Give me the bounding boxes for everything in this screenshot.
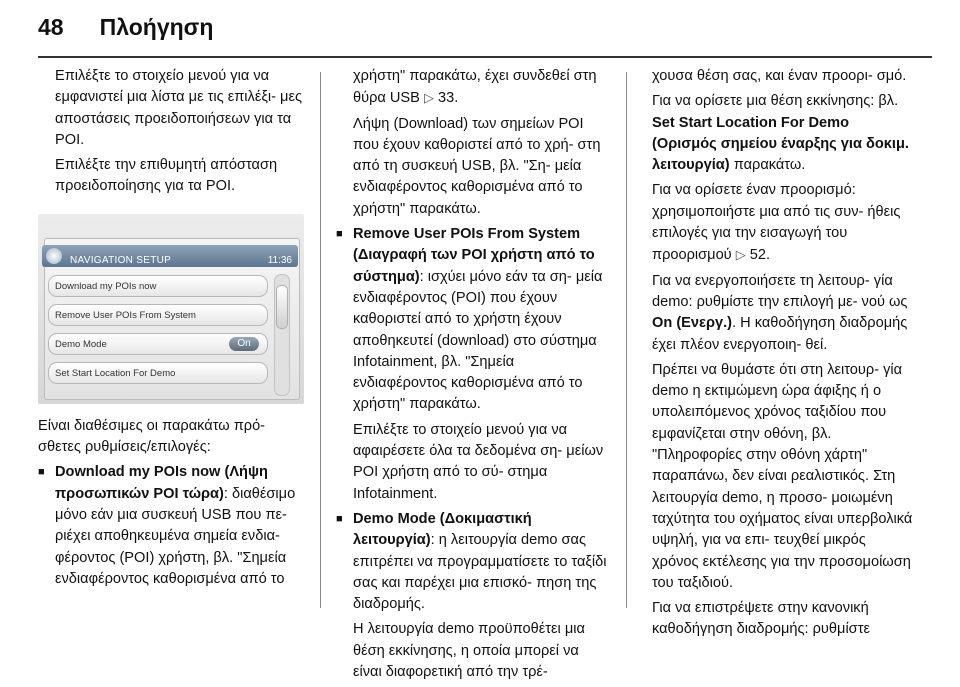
paragraph: Επιλέξτε το στοιχείο μενού για να εμφανιστεί μια λίστα με τις επιλέξι- μες αποστάσεις προειδοποιήσεων για τα POI. — [55, 68, 302, 148]
page-header — [38, 14, 213, 54]
bullet-title: Download my POIs now (Λήψη προσωπικών POI τώρα) — [55, 464, 268, 502]
paragraph-text: . Η καθοδήγηση διαδρομής έχει πλέον ενεργοποιη- θεί. — [652, 315, 908, 353]
menu-reference: Set Start Location For Demo (Ορισμός σημείου έναρξης για δοκιμ. λειτουργία) — [652, 114, 909, 174]
paragraph — [652, 91, 914, 176]
navigation-setup-screenshot — [38, 214, 304, 404]
paragraph — [336, 66, 608, 110]
demo-mode-toggle[interactable]: On — [229, 337, 259, 351]
paragraph: Για να επιστρέψετε στην κανονική καθοδήγηση διαδρομής: ρυθμίστε — [652, 600, 870, 638]
header-rule — [38, 56, 932, 58]
paragraph: Επιλέξτε το στοιχείο μενού για να αφαιρέσετε όλα τα δεδομένα ση- μείων POI χρήστη από το σύ- στημα Infotainment. — [353, 421, 604, 502]
page-ref: 33. — [438, 90, 459, 107]
paragraph-text: Για να ορίσετε έναν προορισμό: χρησιμοποιήστε μια από τις συν- ήθεις επιλογές για την εισαγωγή του προορισμού — [652, 182, 901, 264]
column-divider — [320, 72, 321, 608]
globe-icon — [46, 248, 62, 264]
column-3 — [652, 66, 914, 645]
paragraph: Λήψη (Download) των σημείων POI που έχουν καθοριστεί από το χρή- στη από τη συσκευή USB, βλ. "Ση- μεία ενδιαφέροντος καθορισμένα από το χρήστη" παρακάτω. — [353, 115, 601, 217]
paragraph: χουσα θέση σας, και έναν προορι- σμό. — [652, 68, 907, 84]
list-item — [38, 462, 304, 590]
page-ref-icon: ▷ — [735, 247, 746, 263]
screen-clock: 11:36 — [267, 254, 292, 266]
bullet-title: Remove User POIs From System (Διαγραφή των POI χρήστη από το σύστημα) — [353, 226, 595, 285]
column-2 — [336, 66, 608, 687]
screen-scrollbar[interactable] — [274, 274, 290, 396]
paragraph — [652, 271, 914, 356]
menu-item-demo-mode[interactable] — [48, 333, 268, 355]
menu-item-label: Remove User POIs From System — [55, 309, 196, 321]
list-item — [336, 224, 608, 416]
paragraph: Επιλέξτε την επιθυμητή απόσταση προειδοποίησης για τα POI. — [55, 157, 278, 195]
paragraph — [652, 180, 914, 266]
bullet-text: : η λειτουργία demo σας επιτρέπει να προγραμματίσετε το ταξίδι σας και παρέχει μια επισκό- πηση της διαδρομής. — [353, 532, 607, 613]
menu-item-remove-pois[interactable] — [48, 304, 268, 326]
page-ref-icon: ▷ — [423, 90, 434, 106]
screen-titlebar — [42, 245, 298, 267]
bullet-title: Demo Mode (Δοκιμαστική λειτουργία) — [353, 510, 532, 549]
menu-item-label: Download my POIs now — [55, 280, 157, 292]
list-item — [336, 509, 608, 615]
scrollbar-thumb[interactable] — [276, 285, 288, 329]
paragraph-text: παρακάτω. — [733, 157, 806, 174]
page-ref: 52. — [749, 247, 771, 264]
screen-title: NAVIGATION SETUP — [70, 254, 172, 266]
paragraph: Η λειτουργία demo προϋποθέτει μια θέση εκκίνησης, η οποία μπορεί να είναι διαφορετική από την τρέ- — [353, 621, 585, 681]
paragraph-text: Για να ενεργοποιήσετε τη λειτουρ- γία demo: ρυθμίστε την επιλογή με- νού ως — [652, 272, 908, 310]
page-title: Πλοήγηση — [99, 14, 214, 40]
bullet-text: : ισχύει μόνο εάν τα ση- μεία ενδιαφέροντος (POI) που έχουν καθοριστεί από το χρήστη έχουν αποθηκευτεί (download) στο σύστημα Infotainment, βλ. "Σημεία ενδιαφέροντος καθορισμένα από το χρήστη" παρακάτω. — [353, 268, 603, 413]
menu-item-start-location[interactable] — [48, 362, 268, 384]
paragraph-text: χρήστη" παρακάτω, έχει συνδεθεί στη θύρα USB — [353, 68, 597, 107]
paragraph-text: Για να ορίσετε μια θέση εκκίνησης: βλ. — [652, 93, 899, 110]
paragraph: Είναι διαθέσιμες οι παρακάτω πρό- σθετες ρυθμίσεις/επιλογές: — [38, 417, 266, 456]
bullet-text: : διαθέσιμο μόνο εάν μια συσκευή USB που πε- ριέχει αποθηκευμένα σημεία ενδια- φέροντος (POI) χρήστη, βλ. "Σημεία ενδιαφέροντος καθορισμένα από το — [55, 485, 296, 587]
page-number: 48 — [38, 14, 64, 40]
menu-item-label: Demo Mode — [55, 338, 107, 350]
menu-reference: On (Ενεργ.) — [652, 315, 733, 332]
menu-item-label: Set Start Location For Demo — [55, 367, 176, 379]
column-divider — [626, 72, 627, 608]
paragraph: Πρέπει να θυμάστε ότι στη λειτουρ- γία demo η εκτιμώμενη ώρα άφιξης ή ο υπολειπόμενος χρόνος ταξιδίου που εμφανίζεται στην οθόνη, βλ. "Πληροφορίες στην οθόνη χάρτη" παραπάνω, δεν είναι ρεαλιστικός. Στη λειτουργία demo, η προσο- μοιωμένη ταχύτητα του οχήματος είναι υπερβολικά υψηλή, για να επι- τευχθεί μικρός χρόνος εκτέλεσης για την προσομοίωση του ταξιδιού. — [652, 361, 913, 591]
menu-item-download-pois[interactable] — [48, 275, 268, 297]
column-1 — [38, 66, 304, 594]
